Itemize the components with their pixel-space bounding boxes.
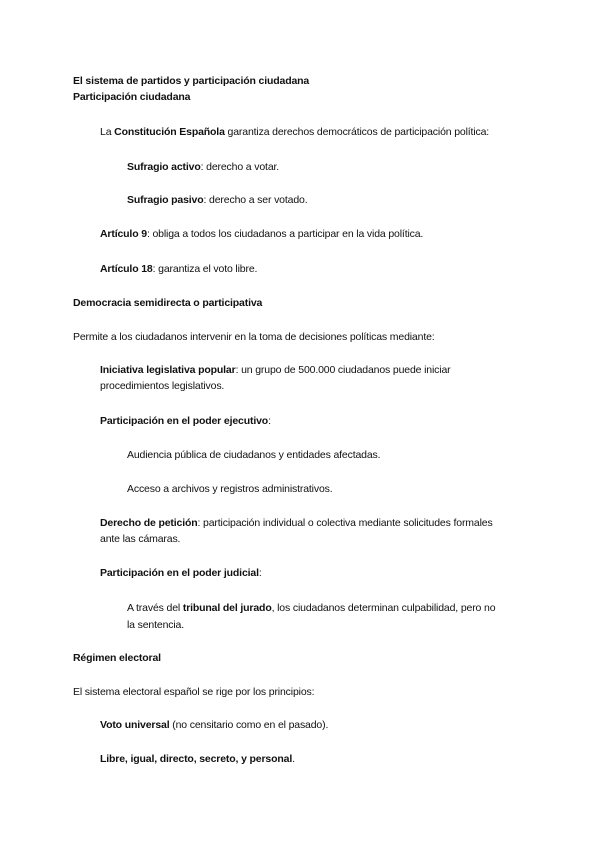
section-heading-democracia: Democracia semidirecta o participativa bbox=[73, 297, 263, 309]
list-item-audiencia: Audiencia pública de ciudadanos y entidades afectadas. bbox=[127, 449, 381, 461]
list-item-jurado: A través del tribunal del jurado, los ciudadanos determinan culpabilidad, pero no bbox=[127, 602, 496, 614]
paragraph-regimen-intro: El sistema electoral español se rige por los principios: bbox=[73, 686, 315, 698]
list-item-acceso: Acceso a archivos y registros administrativos. bbox=[127, 483, 333, 495]
paragraph-constitucion: La Constitución Española garantiza derechos democráticos de participación política: bbox=[100, 126, 490, 138]
section-heading-participacion: Participación ciudadana bbox=[73, 91, 191, 103]
paragraph-democracia-intro: Permite a los ciudadanos intervenir en la toma de decisiones políticas mediante: bbox=[73, 331, 435, 343]
list-item-derecho-peticion: Derecho de petición: participación individual o colectiva mediante solicitudes formales bbox=[100, 517, 493, 529]
list-item-sufragio-pasivo: Sufragio pasivo: derecho a ser votado. bbox=[127, 194, 308, 206]
list-item-poder-ejecutivo: Participación en el poder ejecutivo: bbox=[100, 415, 271, 427]
list-item-iniciativa: Iniciativa legislativa popular: un grupo de 500.000 ciudadanos puede iniciar bbox=[100, 364, 451, 376]
list-item-poder-judicial: Participación en el poder judicial: bbox=[100, 567, 262, 579]
list-item-voto-universal: Voto universal (no censitario como en el pasado). bbox=[100, 719, 329, 731]
document-title: El sistema de partidos y participación ciudadana bbox=[73, 75, 310, 87]
list-item-derecho-peticion-cont: ante las cámaras. bbox=[100, 533, 181, 545]
section-heading-regimen: Régimen electoral bbox=[73, 652, 161, 664]
list-item-articulo-18: Artículo 18: garantiza el voto libre. bbox=[100, 263, 258, 275]
list-item-iniciativa-cont: procedimientos legislativos. bbox=[100, 380, 225, 392]
list-item-articulo-9: Artículo 9: obliga a todos los ciudadanos a participar en la vida política. bbox=[100, 228, 424, 240]
list-item-principios: Libre, igual, directo, secreto, y personal. bbox=[100, 753, 295, 765]
list-item-sufragio-activo: Sufragio activo: derecho a votar. bbox=[127, 161, 280, 173]
list-item-jurado-cont: la sentencia. bbox=[127, 619, 185, 631]
